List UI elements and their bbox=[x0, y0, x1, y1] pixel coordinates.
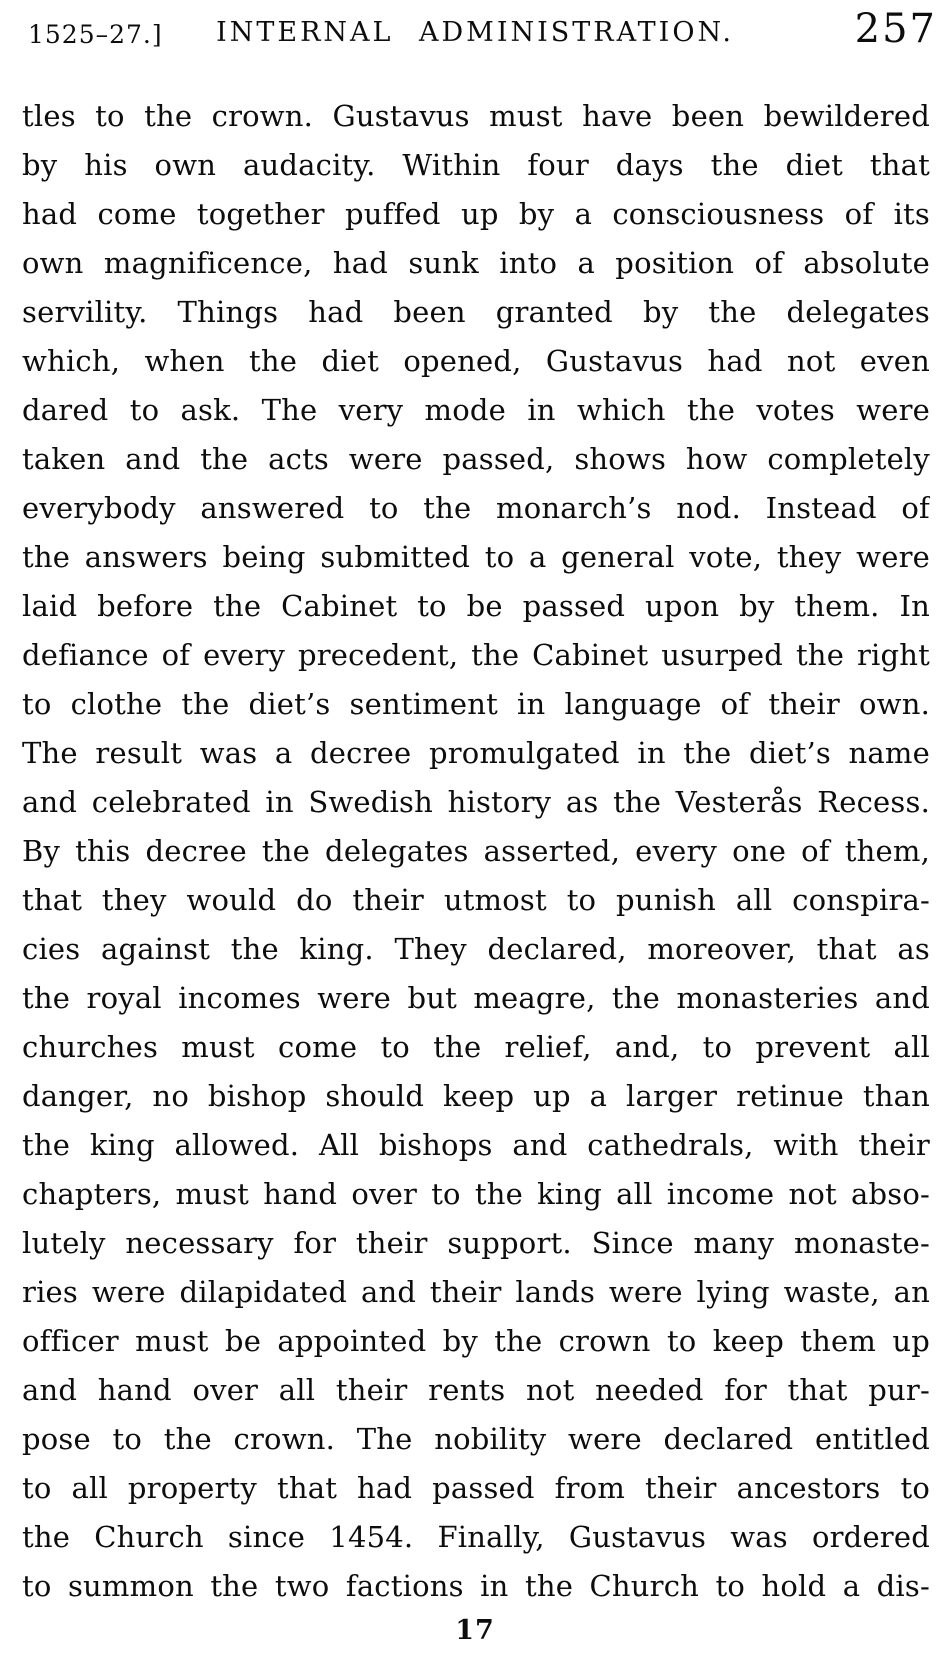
header-date-range: 1525–27.] bbox=[28, 20, 163, 49]
text-line: that they would do their utmost to punish all conspira- bbox=[22, 883, 930, 917]
page-body bbox=[22, 92, 930, 1611]
text-line: own magnificence, had sunk into a position of absolute bbox=[22, 246, 930, 280]
text-line: the king allowed. All bishops and cathedrals, with their bbox=[22, 1128, 930, 1162]
running-title: INTERNAL ADMINISTRATION. bbox=[216, 17, 734, 48]
text-line: servility. Things had been granted by the delegates bbox=[22, 295, 930, 329]
text-line: by his own audacity. Within four days the diet that bbox=[22, 148, 930, 182]
text-line: to summon the two factions in the Church to hold a dis- bbox=[22, 1569, 930, 1603]
text-line: danger, no bishop should keep up a larger retinue than bbox=[22, 1079, 930, 1113]
text-line: the Church since 1454. Finally, Gustavus was ordered bbox=[22, 1520, 930, 1554]
text-line: pose to the crown. The nobility were declared entitled bbox=[22, 1422, 930, 1456]
text-line: tles to the crown. Gustavus must have been bewildered bbox=[22, 99, 930, 133]
text-line: and hand over all their rents not needed for that pur- bbox=[22, 1373, 930, 1407]
text-line: and celebrated in Swedish history as the Vesterås Recess. bbox=[22, 785, 930, 819]
text-line: had come together puffed up by a consciousness of its bbox=[22, 197, 930, 231]
text-line: the royal incomes were but meagre, the monasteries and bbox=[22, 981, 930, 1015]
text-line: chapters, must hand over to the king all income not abso- bbox=[22, 1177, 930, 1211]
running-header bbox=[0, 0, 950, 92]
text-line: dared to ask. The very mode in which the votes were bbox=[22, 393, 930, 427]
text-line: officer must be appointed by the crown to keep them up bbox=[22, 1324, 930, 1358]
text-line: The result was a decree promulgated in the diet’s name bbox=[22, 736, 930, 770]
text-line: churches must come to the relief, and, to prevent all bbox=[22, 1030, 930, 1064]
text-line: to all property that had passed from their ancestors to bbox=[22, 1471, 930, 1505]
text-line: laid before the Cabinet to be passed upon by them. In bbox=[22, 589, 930, 623]
text-line: ries were dilapidated and their lands were lying waste, an bbox=[22, 1275, 930, 1309]
text-line: By this decree the delegates asserted, every one of them, bbox=[22, 834, 930, 868]
text-line: to clothe the diet’s sentiment in language of their own. bbox=[22, 687, 930, 721]
text-line: the answers being submitted to a general vote, they were bbox=[22, 540, 930, 574]
text-line: taken and the acts were passed, shows how completely bbox=[22, 442, 930, 476]
text-line: defiance of every precedent, the Cabinet usurped the right bbox=[22, 638, 930, 672]
text-line: everybody answered to the monarch’s nod. Instead of bbox=[22, 491, 930, 525]
signature-mark: 17 bbox=[455, 1615, 495, 1646]
page-number: 257 bbox=[854, 6, 937, 52]
text-line: which, when the diet opened, Gustavus had not even bbox=[22, 344, 930, 378]
text-line: lutely necessary for their support. Since many monaste- bbox=[22, 1226, 930, 1260]
text-line: cies against the king. They declared, moreover, that as bbox=[22, 932, 930, 966]
